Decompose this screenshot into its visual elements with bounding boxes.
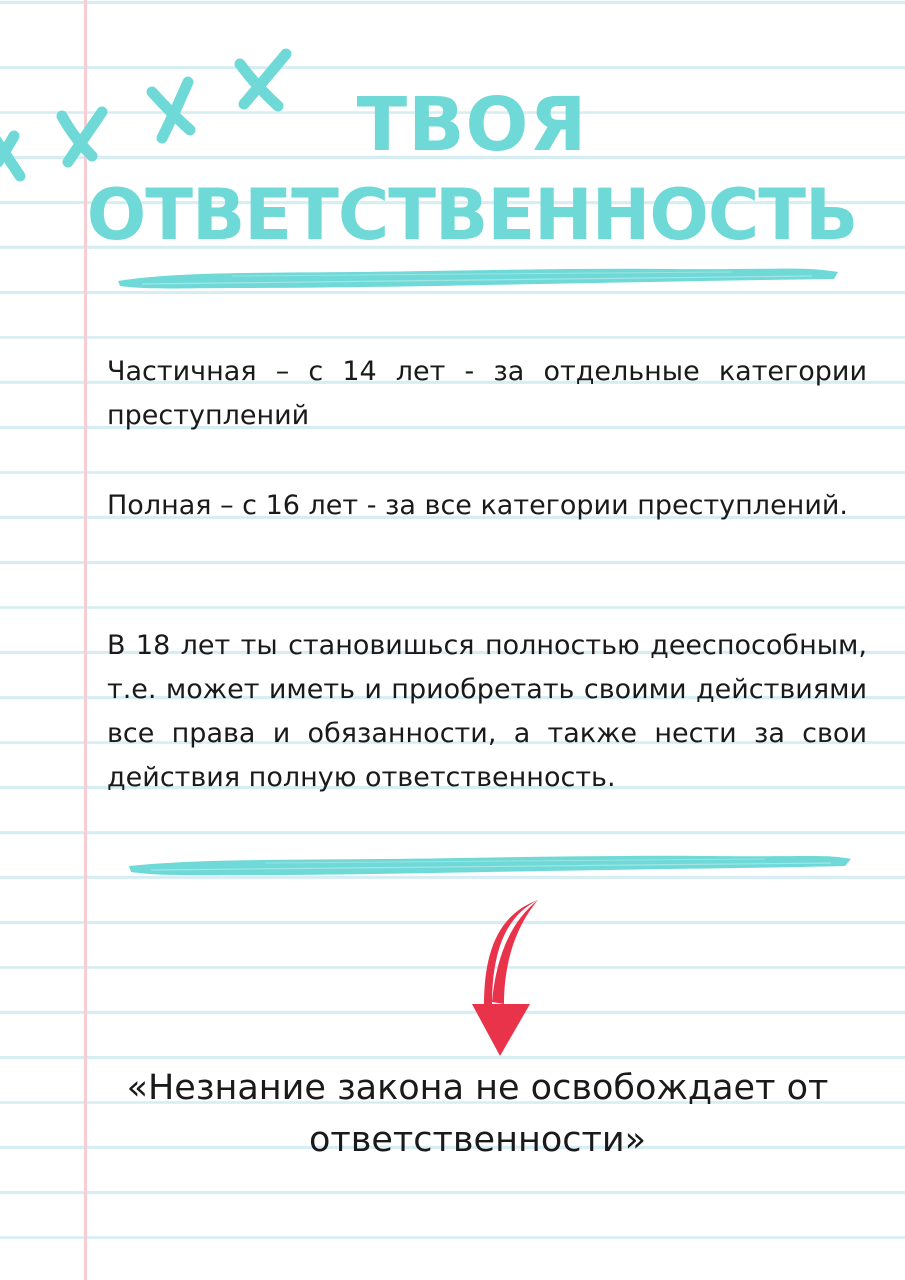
- page-title-line-1: ТВОЯ: [356, 82, 588, 168]
- page-title-line-2: ОТВЕТСТВЕННОСТЬ: [86, 174, 858, 256]
- brush-stroke-divider-bottom: [125, 850, 855, 880]
- full-responsibility-paragraph: Полная – с 16 лет - за все категории преступлений.: [107, 490, 849, 521]
- quote-text: «Незнание закона не освобождает от ответственности»: [126, 1068, 829, 1160]
- legal-capacity-paragraph: В 18 лет ты становишься полностью дееспособным, т.е. может иметь и приобретать своими действиями все права и обязанности, а также нести за свои действия полную ответственность.: [107, 630, 867, 793]
- curved-down-arrow-icon: [462, 898, 552, 1060]
- cross-icon: [0, 136, 20, 176]
- partial-responsibility-paragraph: Частичная – с 14 лет - за отдельные категории преступлений: [107, 356, 867, 431]
- brush-stroke-divider-top: [112, 264, 842, 294]
